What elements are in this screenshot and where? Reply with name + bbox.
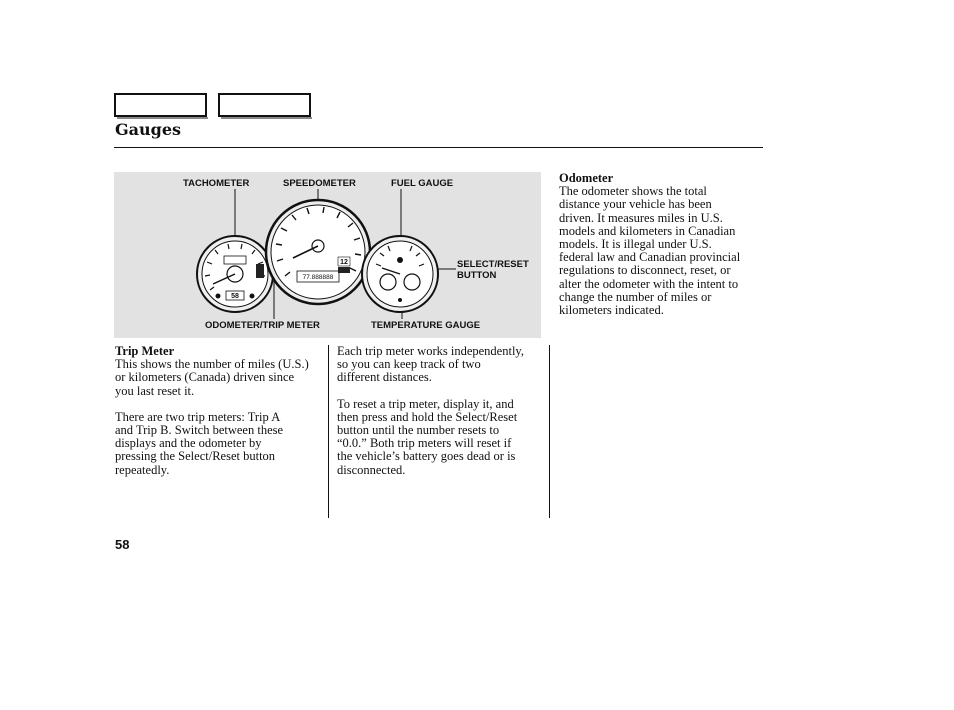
odometer-column	[559, 172, 764, 330]
odometer-paragraph: The odometer shows the total distance your vehicle has been driven. It measures miles in U.S. models and kilometers in Canadian models. It is illegal under U.S. federal law and Canadian provincial regulations to disconnect, reset, or alter the odometer with the intent to change the number of miles or kilometers indicated.	[559, 184, 741, 318]
speedometer-readout: 12	[340, 259, 348, 266]
page-title: Gauges	[115, 120, 182, 139]
tachometer-dial	[197, 236, 273, 312]
trip-meter-paragraph-3: Each trip meter works independently, so you can keep track of two different distances.	[337, 344, 524, 385]
title-rule	[114, 147, 763, 148]
select-reset-callout-line2: BUTTON	[457, 270, 497, 281]
trip-meter-paragraph-2: There are two trip meters: Trip A and Trip B. Switch between these displays and the odometer by pressing the Select/Reset button repeatedly.	[115, 409, 284, 477]
column-divider-1	[328, 345, 329, 518]
fuel-gauge-callout: FUEL GAUGE	[391, 178, 454, 189]
odometer-readout: 77.888888	[302, 274, 334, 281]
gauge-cluster-illustration	[114, 172, 541, 338]
trip-meter-column	[115, 345, 330, 490]
speedometer-callout: SPEEDOMETER	[283, 178, 356, 189]
tachometer-readout: 58	[231, 293, 239, 300]
trip-meter-heading: Trip Meter	[115, 344, 175, 358]
tachometer-callout: TACHOMETER	[183, 178, 250, 189]
trip-meter-paragraph-1: This shows the number of miles (U.S.) or kilometers (Canada) driven since you last reset it.	[115, 357, 309, 398]
odometer-heading: Odometer	[559, 171, 614, 185]
speedometer-dial	[266, 200, 370, 304]
page-number: 58	[115, 537, 130, 552]
odometer-trip-meter-callout: ODOMETER/TRIP METER	[205, 320, 320, 331]
trip-meter-continued-column	[337, 345, 549, 490]
column-divider-2	[549, 345, 550, 518]
trip-meter-paragraph-4: To reset a trip meter, display it, and then press and hold the Select/Reset button until the number resets to “0.0.” Both trip meters will reset if the vehicle’s battery goes dead or is disconnected.	[337, 396, 518, 477]
nav-tab-1[interactable]	[114, 93, 207, 117]
fuel-temperature-dial	[362, 236, 438, 312]
gauge-cluster-figure	[114, 172, 541, 338]
select-reset-callout-line1: SELECT/RESET	[457, 259, 529, 270]
nav-tab-2[interactable]	[218, 93, 311, 117]
temperature-gauge-callout: TEMPERATURE GAUGE	[371, 320, 481, 331]
